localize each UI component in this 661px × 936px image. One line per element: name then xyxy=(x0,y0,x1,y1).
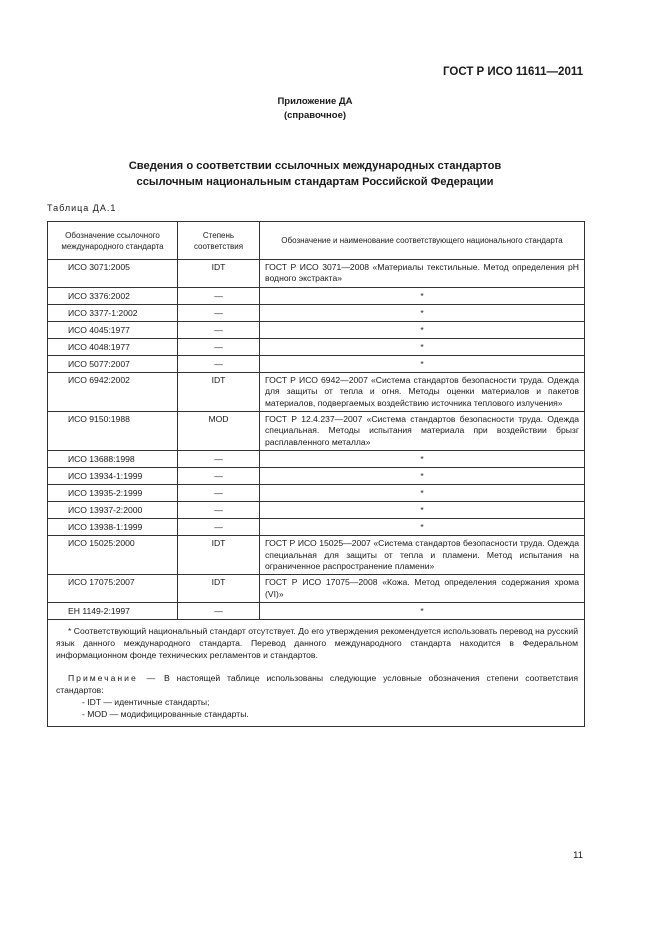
cell-national-standard: * xyxy=(260,451,585,468)
column-header-degree: Степень соответствия xyxy=(178,222,260,260)
cell-national-standard: * xyxy=(260,603,585,620)
cell-international-standard: ИСО 13935-2:1999 xyxy=(48,485,178,502)
cell-international-standard: ИСО 3377-1:2002 xyxy=(48,304,178,321)
note-item-idt: - IDT — идентичные стандарты; xyxy=(82,696,210,707)
note-text: В настоящей таблице использованы следующие условные обозначения степени соответствия стандартов: xyxy=(56,673,578,696)
cell-national-standard: ГОСТ Р 12.4.237—2007 «Система стандартов безопасности труда. Одежда специальная. Методы испытания материала при воздействии брызг расплавленного металла» xyxy=(260,412,585,451)
cell-international-standard: ИСО 13688:1998 xyxy=(48,451,178,468)
cell-degree: IDT xyxy=(178,536,260,575)
cell-national-standard: * xyxy=(260,355,585,372)
cell-national-standard: * xyxy=(260,287,585,304)
section-title xyxy=(0,158,630,190)
cell-national-standard: * xyxy=(260,502,585,519)
cell-national-standard: * xyxy=(260,304,585,321)
cell-degree: — xyxy=(178,304,260,321)
table-row xyxy=(48,412,585,451)
table-footer xyxy=(48,620,585,727)
cell-international-standard: ИСО 3376:2002 xyxy=(48,287,178,304)
document-header: ГОСТ Р ИСО 11611—2011 xyxy=(443,66,583,78)
table-row xyxy=(48,304,585,321)
cell-national-standard: ГОСТ Р ИСО 3071—2008 «Материалы текстильные. Метод определения pH водного экстракта» xyxy=(260,260,585,288)
cell-national-standard: ГОСТ Р ИСО 17075—2008 «Кожа. Метод определения содержания хрома (VI)» xyxy=(260,575,585,603)
appendix-subtitle: (справочное) xyxy=(283,110,347,121)
cell-degree: — xyxy=(178,287,260,304)
cell-international-standard: ИСО 13937-2:2000 xyxy=(48,502,178,519)
cell-international-standard: ЕН 1149-2:1997 xyxy=(48,603,178,620)
cell-national-standard: * xyxy=(260,485,585,502)
cell-degree: IDT xyxy=(178,575,260,603)
page-number: 11 xyxy=(573,850,583,861)
correspondence-table xyxy=(47,221,585,727)
column-header-national: Обозначение и наименование соответствующего национального стандарта xyxy=(260,222,585,260)
cell-international-standard: ИСО 3071:2005 xyxy=(48,260,178,288)
cell-degree: IDT xyxy=(178,260,260,288)
table-row xyxy=(48,468,585,485)
table-row xyxy=(48,355,585,372)
table-caption: Таблица ДА.1 xyxy=(47,203,117,213)
cell-national-standard: * xyxy=(260,321,585,338)
note-item-mod: - MOD — модифицированные стандарты. xyxy=(82,708,249,719)
table-row xyxy=(48,372,585,411)
cell-degree: — xyxy=(178,502,260,519)
cell-international-standard: ИСО 9150:1988 xyxy=(48,412,178,451)
cell-international-standard: ИСО 13934-1:1999 xyxy=(48,468,178,485)
cell-degree: — xyxy=(178,485,260,502)
table-header-row xyxy=(48,222,585,260)
appendix-heading xyxy=(0,95,630,123)
cell-degree: — xyxy=(178,355,260,372)
column-header-international: Обозначение ссылочного международного стандарта xyxy=(48,222,178,260)
cell-degree: MOD xyxy=(178,412,260,451)
section-title-line1: Сведения о соответствии ссылочных международных стандартов xyxy=(128,160,502,172)
footnote: * Соответствующий национальный стандарт отсутствует. До его утверждения рекомендуется использовать перевод на русский язык данного международного стандарта. Перевод данного международного стандарта находится в Федеральном информационном фонде технических регламентов и стандартов. xyxy=(56,626,578,660)
cell-national-standard: * xyxy=(260,519,585,536)
note xyxy=(56,673,578,696)
cell-international-standard: ИСО 6942:2002 xyxy=(48,372,178,411)
table-row xyxy=(48,338,585,355)
section-title-line2: ссылочным национальным стандартам Российской Федерации xyxy=(136,176,494,188)
cell-national-standard: * xyxy=(260,338,585,355)
table-footer-row xyxy=(48,620,585,727)
cell-degree: — xyxy=(178,338,260,355)
cell-degree: — xyxy=(178,451,260,468)
table-row xyxy=(48,485,585,502)
cell-degree: — xyxy=(178,603,260,620)
cell-degree: — xyxy=(178,519,260,536)
cell-international-standard: ИСО 17075:2007 xyxy=(48,575,178,603)
table-row xyxy=(48,575,585,603)
cell-national-standard: ГОСТ Р ИСО 6942—2007 «Система стандартов безопасности труда. Одежда для защиты от тепла и огня. Методы оценки материалов и пакетов материалов, подвергаемых воздействию источника теплового излучения» xyxy=(260,372,585,411)
note-lead: Примечание — xyxy=(68,673,158,684)
table-row xyxy=(48,451,585,468)
cell-degree: — xyxy=(178,468,260,485)
cell-international-standard: ИСО 15025:2000 xyxy=(48,536,178,575)
cell-national-standard: * xyxy=(260,468,585,485)
table-row xyxy=(48,536,585,575)
cell-degree: — xyxy=(178,321,260,338)
table-row xyxy=(48,321,585,338)
table-row xyxy=(48,287,585,304)
appendix-title: Приложение ДА xyxy=(277,96,353,107)
table-row xyxy=(48,603,585,620)
cell-international-standard: ИСО 13938-1:1999 xyxy=(48,519,178,536)
cell-degree: IDT xyxy=(178,372,260,411)
table-row xyxy=(48,260,585,288)
table-row xyxy=(48,502,585,519)
cell-international-standard: ИСО 5077:2007 xyxy=(48,355,178,372)
table-row xyxy=(48,519,585,536)
cell-international-standard: ИСО 4045:1977 xyxy=(48,321,178,338)
cell-international-standard: ИСО 4048:1977 xyxy=(48,338,178,355)
cell-national-standard: ГОСТ Р ИСО 15025—2007 «Система стандартов безопасности труда. Одежда специальная для защиты от тепла и пламени. Метод испытания на ограниченное распространение пламени» xyxy=(260,536,585,575)
